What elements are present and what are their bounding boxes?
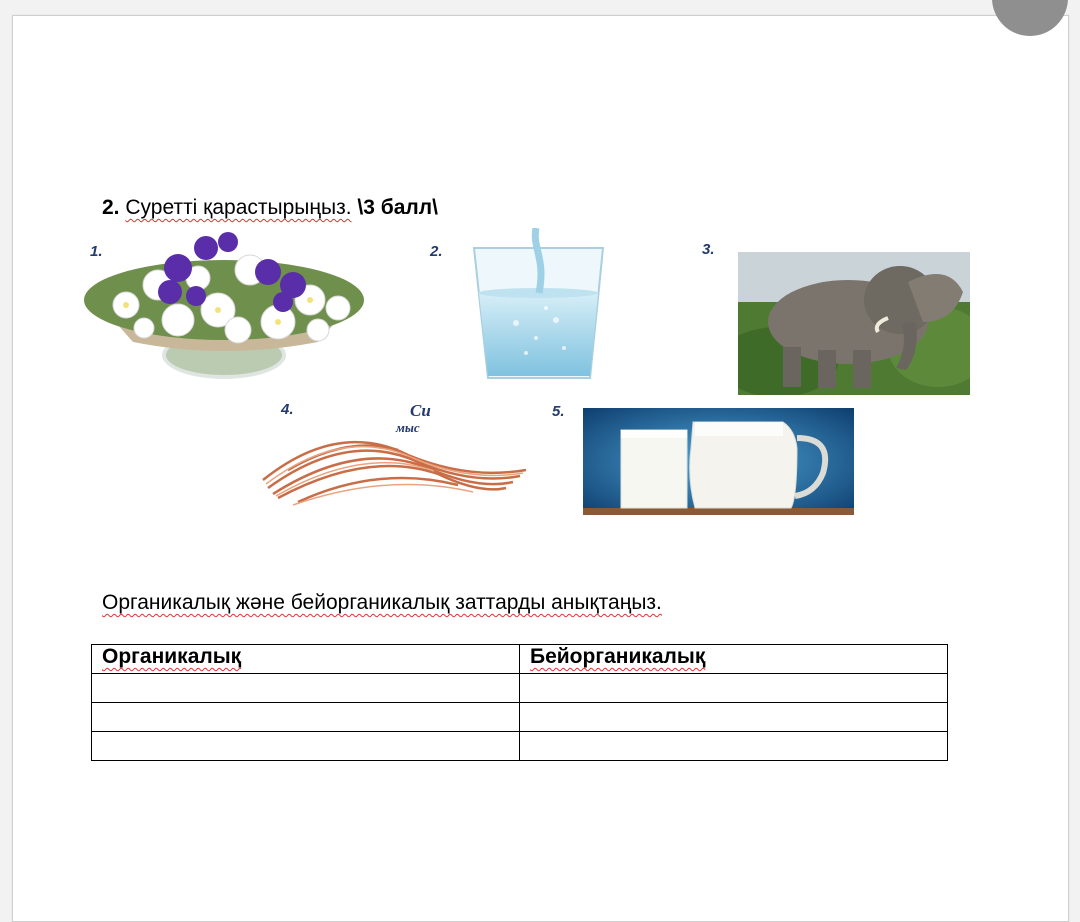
- table-row: [92, 732, 948, 761]
- table-cell-inorganic[interactable]: [520, 732, 948, 761]
- image-4-label: 4.: [281, 401, 294, 418]
- image-3-label: 3.: [702, 241, 715, 258]
- table-row: [92, 674, 948, 703]
- question-points: \3 балл\: [357, 196, 438, 219]
- table-row: [92, 703, 948, 732]
- table-cell-organic[interactable]: [92, 674, 520, 703]
- copper-wire-image: [258, 410, 530, 508]
- image-2-label: 2.: [430, 243, 443, 260]
- question-number: 2.: [102, 196, 120, 219]
- water-glass-image: [466, 228, 611, 384]
- header-organic: Органикалық: [92, 645, 520, 674]
- question-instruction: Суретті қарастырыңыз.: [125, 196, 352, 219]
- elephant-image: [738, 252, 970, 395]
- answer-table: [91, 644, 948, 761]
- header-inorganic: Бейорганикалық: [520, 645, 948, 674]
- milk-jug-image: [583, 408, 854, 515]
- table-header-row: [92, 645, 948, 674]
- image-5-label: 5.: [552, 403, 565, 420]
- table-cell-inorganic[interactable]: [520, 703, 948, 732]
- table-cell-inorganic[interactable]: [520, 674, 948, 703]
- copper-symbol-label: Cu: [410, 401, 431, 420]
- document-page: [12, 15, 1069, 922]
- table-cell-organic[interactable]: [92, 703, 520, 732]
- flower-bouquet-image: [78, 230, 370, 382]
- copper-name-label: мыс: [396, 420, 420, 435]
- task-instruction: Органикалық және бейорганикалық заттарды анықтаңыз.: [102, 591, 662, 614]
- image-1-label: 1.: [90, 243, 103, 260]
- question-heading: [102, 196, 438, 220]
- table-cell-organic[interactable]: [92, 732, 520, 761]
